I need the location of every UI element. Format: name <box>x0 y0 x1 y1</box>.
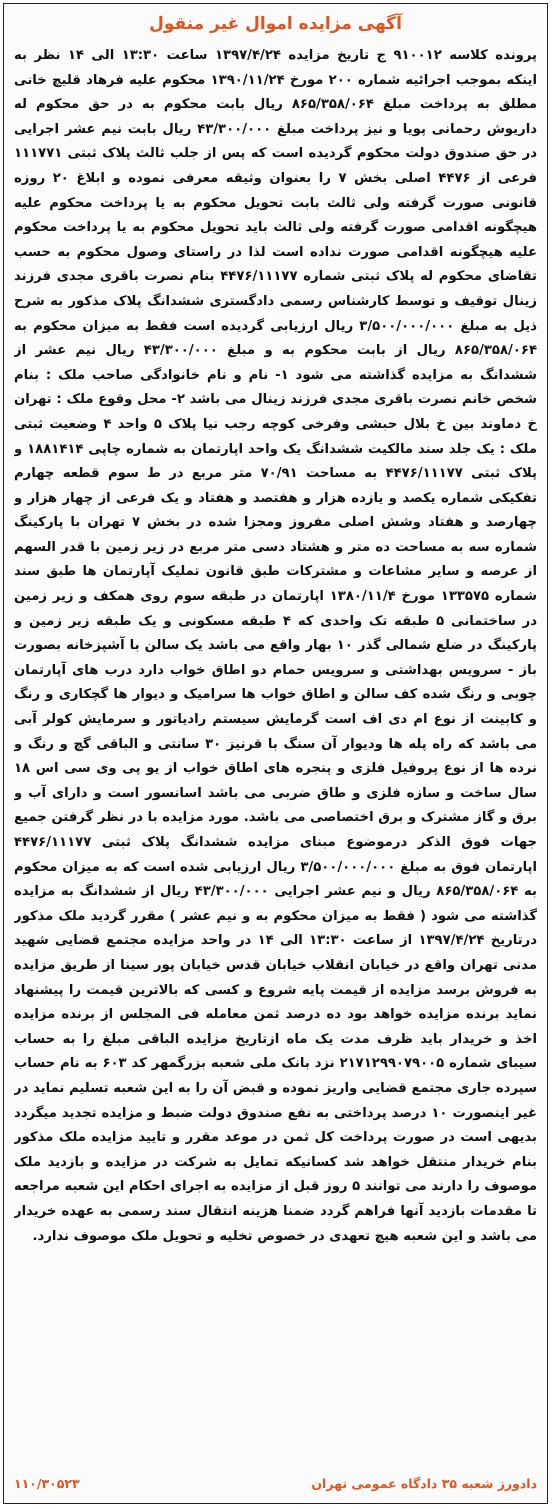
court-signature: دادورز شعبه ۳۵ دادگاه عمومی تهران <box>311 1475 537 1491</box>
notice-title: آگهی مزایده اموال غیر منقول <box>149 14 402 34</box>
auction-notice <box>3 3 548 1504</box>
notice-body: پرونده کلاسه ۹۱۰۰۱۲ ج تاریخ مزایده ۱۳۹۷/۴/۲۴ ساعت ۱۳:۳۰ الی ۱۴ نظر به اینکه بموجب اجرائیه شماره ۲۰۰ مورخ ۱۳۹۰/۱۱/۲۴ محکوم علیه فرهاد قلیچ خانی مطلق به پرداخت مبلغ ۸۶۵/۳۵۸/۰۶۴ ریال بابت محکوم به در حق محکوم له داریوش رحمانی پویا و نیز پرداخت مبلغ ۴۳/۳۰۰/۰۰۰ ریال بابت نیم عشر اجرایی در حق صندوق دولت محکوم گردیده است که پس از جلب ثالث پلاک ثبتی ۱۱۱۷۷۱ فرعی از ۴۴۷۶ اصلی بخش ۷ را بعنوان وثیقه معرفی نموده و ابلاغ ۲۰ روزه قانونی صورت گرفته ولی ثالث بابت تحویل محکوم به یا پرداخت محکوم علیه هیچگونه اقدامی صورت گرفته ولی ثالث باید تحویل محکوم به یا پرداخت محکوم علیه هیچگونه اقدامی صورت نداده است لذا در راستای وصول محکوم به حسب تقاضای محکوم له پلاک ثبتی شماره ۴۴۷۶/۱۱۱۷۷ بنام نصرت باقری مجدی فرزند زینال توقیف و توسط کارشناس رسمی دادگستری ششدانگ پلاک مذکور به شرح ذیل به مبلغ ۳/۵۰۰/۰۰۰/۰۰۰ ریال ارزیابی گردیده است فقط به میزان محکوم به ۸۶۵/۳۵۸/۰۶۴ ریال از بابت محکوم به و مبلغ ۴۳/۳۰۰/۰۰۰ ریال نیم عشر از ششدانگ به مزایده گذاشته می شود ۱- نام و نام خانوادگی صاحب ملک : بنام شخص خانم نصرت باقری مجدی فرزند زینال می باشد ۲- محل وقوع ملک : تهران خ دماوند بین خ بلال حبشی وفرخی کوچه رجب نیا پلاک ۵ واحد ۴ وضعیت ثبتی ملک : یک جلد سند مالکیت ششدانگ یک واحد اپارتمان به شماره چاپی ۱۸۸۱۴۱۴ و پلاک ثبتی ۴۴۷۶/۱۱۱۷۷ به مساحت ۷۰/۹۱ متر مربع در ط سوم قطعه چهارم تفکیکی شماره یکصد و یازده هزار و هفتصد و هفتاد و یک فرعی از چهار هزار و چهارصد و هفتاد وشش اصلی مفروز ومجزا شده در بخش ۷ تهران با پارکینگ شماره سه به مساحت ده متر و هشتاد دسی متر مربع در زیر زمین با قدر السهم از عرصه و سایر مشاعات و مشترکات طبق قانون تملیک آپارتمان ها طبق سند شماره ۱۳۳۵۷۵ مورخ ۱۳۸۰/۱۱/۴ اپارتمان در طبقه سوم روی همکف و زیر زمین در ساختمانی ۵ طبقه تک واحدی که ۴ طبقه مسکونی و یک طبقه زیر زمین و پارکینگ در ضلع شمالی گذر ۱۰ بهار واقع می باشد یک سالن با آشپزخانه بصورت باز - سرویس بهداشتی و سرویس حمام دو اطاق خواب دارد درب های آپارتمان چوبی و رنگ شده کف سالن و اطاق خواب ها سرامیک و دیوار ها گچکاری و رنگ و کابینت از نوع ام دی اف است گرمایش سیستم رادیاتور و سرمایش کولر آبی می باشد که راه پله ها ودیوار آن سنگ با قرنیز ۳۰ سانتی و الباقی گچ و رنگ و نرده ها از نوع پروفیل فلزی و پنجره های اطاق خواب از یو پی وی سی اس ۱۸ سال ساخت و سازه فلزی و طاق ضربی می باشد اسانسور است و دارای آب و برق و گاز مشترک و برق اختصاصی می باشد. مورد مزایده با در نظر گرفتن جمیع جهات فوق الذکر درموضوع مبنای مزایده ششدانگ پلاک ثبتی ۴۴۷۶/۱۱۱۷۷ اپارتمان فوق به مبلغ ۳/۵۰۰/۰۰۰/۰۰۰ ریال ارزیابی شده است که به میزان محکوم به ۸۶۵/۳۵۸/۰۶۴ ریال و نیم عشر اجرایی ۴۳/۳۰۰/۰۰۰ ریال از ششدانگ به مزایده گذاشته می شود ( فقط به میزان محکوم به و نیم عشر ) مقرر گردید ملک مذکور درتاریخ ۱۳۹۷/۴/۲۴ از ساعت ۱۳:۳۰ الی ۱۴ در واحد مزایده مجتمع قضایی شهید مدنی تهران واقع در خیابان انقلاب خیابان قدس خیابان پور سینا از طریق مزایده به فروش برسد مزایده از قیمت پایه شروع و کسی که بالاترین قیمت را پیشنهاد نماید برنده مزایده خواهد بود ده درصد ثمن معامله فی المجلس از برنده مزایده اخذ و خریدار باید ظرف مدت یک ماه ازتاریخ مزایده الباقی مبلغ را به حساب سیبای شماره ۲۱۷۱۲۹۹۰۷۹۰۰۵ نزد بانک ملی شعبه بزرگمهر کد ۶۰۳ به نام حساب سپرده جاری مجتمع قضایی واریز نموده و قبض آن را به این شعبه تسلیم نماید در غیر اینصورت ۱۰ درصد پرداختی به نفع صندوق دولت ضبط و مزایده تجدید میگردد بدیهی است در صورت پرداخت کل ثمن در موعد مقرر و تایید مزایده ملک مذکور بنام خریدار منتقل خواهد شد کسانیکه تمایل به شرکت در مزایده و بازدید ملک موصوف را دارند می توانند ۵ روز قبل از مزایده به اجرای احکام این شعبه مراجعه تا مقدمات بازدید آنها فراهم گردد ضمنا هزینه انتقال سند رسمی به عهده خریدار می باشد و این شعبه هیچ تعهدی در خصوص تخلیه و تحویل ملک موصوف ندارد. <box>14 48 537 1244</box>
notice-code: ۱۱۰/۳۰۵۲۳ <box>14 1475 80 1491</box>
notice-footer <box>14 1471 537 1495</box>
